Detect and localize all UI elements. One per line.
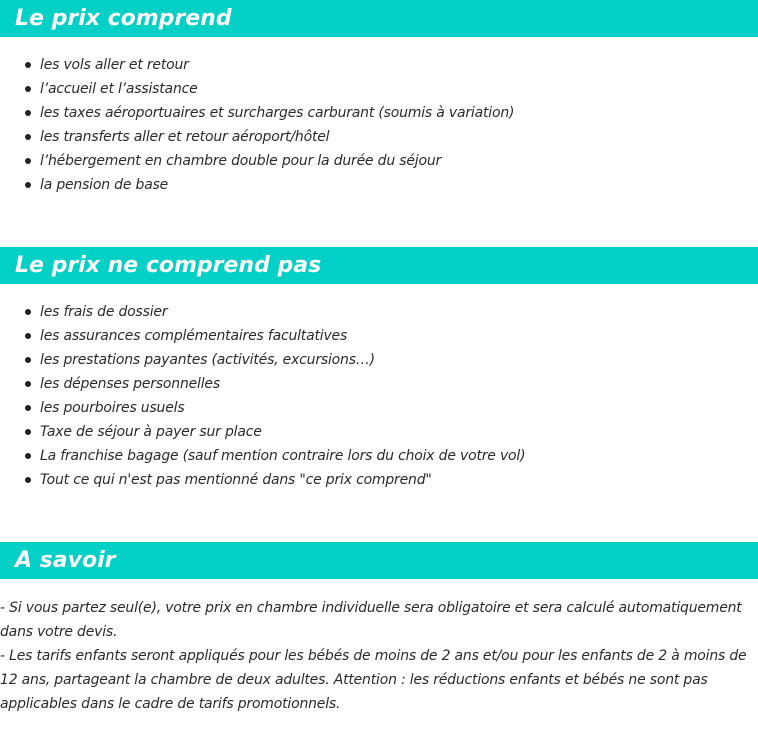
section-title: Le prix comprend: [15, 6, 232, 31]
section-header-prix-comprend: [0, 0, 758, 37]
list-item-text: les vols aller et retour: [40, 57, 189, 73]
bullet-icon: [25, 86, 31, 92]
bullet-icon: [25, 182, 31, 188]
list-item: [0, 324, 525, 348]
list-item-text: l’hébergement en chambre double pour la durée du séjour: [40, 153, 442, 169]
section-header-a-savoir: [0, 542, 758, 579]
paragraph: - Si vous partez seul(e), votre prix en chambre individuelle sera obligatoire et sera calculé automatiquement dans votre devis.: [0, 600, 742, 640]
bullet-icon: [25, 309, 31, 315]
list-item: [0, 125, 514, 149]
bullet-icon: [25, 158, 31, 164]
list-item-text: les assurances complémentaires facultatives: [40, 328, 348, 344]
list-item-text: Taxe de séjour à payer sur place: [40, 424, 262, 440]
list-item-text: la pension de base: [40, 177, 169, 193]
list-item: [0, 101, 514, 125]
bullet-icon: [25, 333, 31, 339]
a-savoir-text: [0, 596, 756, 716]
list-item: [0, 173, 514, 197]
excluded-list: [0, 300, 525, 492]
bullet-icon: [25, 62, 31, 68]
bullet-icon: [25, 381, 31, 387]
list-item: [0, 396, 525, 420]
list-item: [0, 468, 525, 492]
list-item-text: les dépenses personnelles: [40, 376, 220, 392]
list-item-text: La franchise bagage (sauf mention contraire lors du choix de votre vol): [40, 448, 526, 464]
list-item: [0, 77, 514, 101]
bullet-icon: [25, 357, 31, 363]
section-header-prix-ne-comprend-pas: [0, 247, 758, 284]
list-item-text: les taxes aéroportuaires et surcharges carburant (soumis à variation): [40, 105, 515, 121]
list-item: [0, 372, 525, 396]
list-item: [0, 348, 525, 372]
list-item-text: l’accueil et l’assistance: [40, 81, 198, 97]
section-title: Le prix ne comprend pas: [15, 253, 322, 278]
bullet-icon: [25, 477, 31, 483]
list-item-text: les pourboires usuels: [40, 400, 185, 416]
list-item: [0, 444, 525, 468]
list-item: [0, 300, 525, 324]
bullet-icon: [25, 453, 31, 459]
list-item: [0, 420, 525, 444]
list-item-text: les frais de dossier: [40, 304, 168, 320]
bullet-icon: [25, 134, 31, 140]
paragraph: - Les tarifs enfants seront appliqués pour les bébés de moins de 2 ans et/ou pour les enfants de 2 à moins de 12 ans, partageant la chambre de deux adultes. Attention : les réductions enfants et bébés ne sont pas applicables dans le cadre de tarifs promotionnels.: [0, 648, 747, 712]
list-item-text: les prestations payantes (activités, excursions…): [40, 352, 375, 368]
list-item: [0, 149, 514, 173]
bullet-icon: [25, 110, 31, 116]
bullet-icon: [25, 405, 31, 411]
list-item-text: les transferts aller et retour aéroport/hôtel: [40, 129, 330, 145]
list-item-text: Tout ce qui n'est pas mentionné dans "ce prix comprend": [40, 472, 432, 488]
section-title: A savoir: [15, 548, 116, 573]
included-list: [0, 53, 514, 197]
list-item: [0, 53, 514, 77]
bullet-icon: [25, 429, 31, 435]
